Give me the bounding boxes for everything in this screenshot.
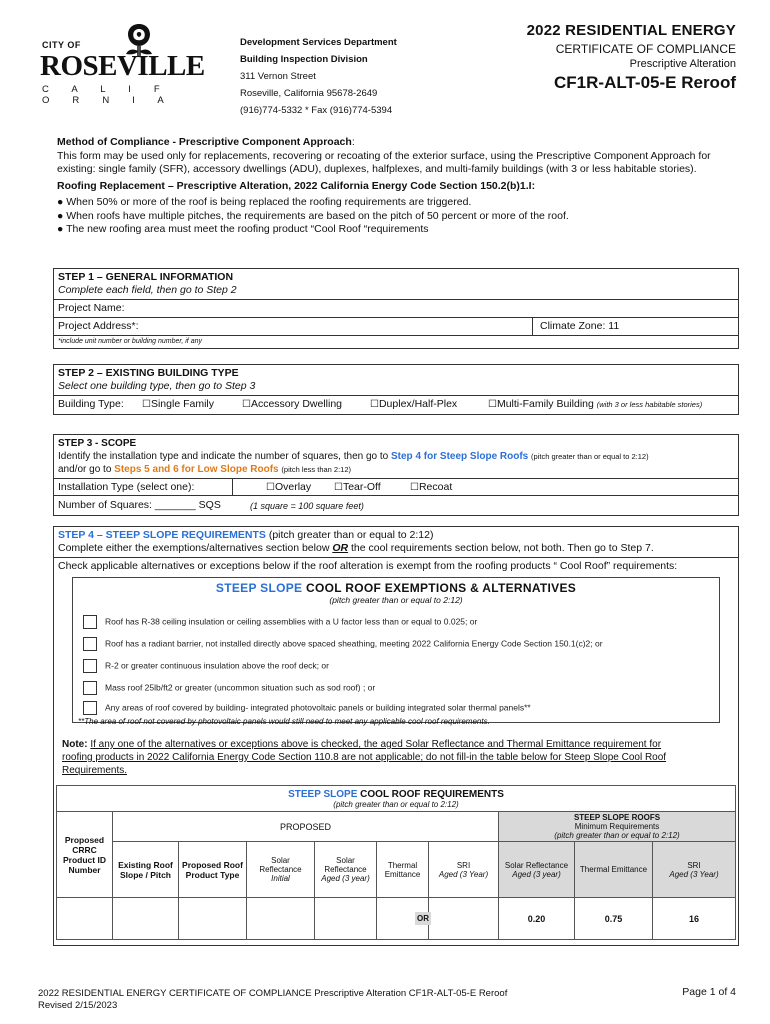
checkbox-icon: ☐ [266,482,275,493]
col-sr-aged-2: Aged (3 year) [321,874,370,883]
exemption-item[interactable] [83,659,329,673]
department-info [240,34,397,119]
step4-title-note: (pitch greater than or equal to 2:12) [268,529,434,541]
climate-zone: Climate Zone: 11 [540,320,620,332]
footer-revised: Revised 2/15/2023 [38,1000,118,1011]
option-recoat[interactable] [410,481,452,494]
bullet-item: ● When roofs have multiple pitches, the requirements are based on the pitch of 50 percent or more of the roof. [57,209,569,222]
exemptions-title-black: COOL ROOF EXEMPTIONS & ALTERNATIVES [306,581,577,595]
step3-line2 [58,463,734,476]
step2-instruction: Select one building type, then go to Step 3 [58,380,256,392]
option-multi-family[interactable] [488,398,702,411]
input-product-type[interactable] [179,898,247,940]
intro-section [57,136,737,237]
checkbox[interactable] [83,701,97,715]
multi-family-note: (with 3 or less habitable stories) [596,400,703,409]
phone-fax: (916)774-5332 * Fax (916)774-5394 [240,105,393,116]
logo-state-text: C A L I F O R N I A [42,84,174,106]
min-sr-2: Aged (3 year) [512,869,561,879]
step1-instruction: Complete each field, then go to Step 2 [58,284,237,296]
min-sri-1: SRI [687,860,701,870]
certificate-title-block [527,22,736,93]
step1-footnote: *include unit number or building number, if any [54,335,738,348]
exemptions-title [73,581,719,595]
footer-title: 2022 RESIDENTIAL ENERGY CERTIFICATE OF COMPLIANCE Prescriptive Alteration CF1R-ALT-05-E Reroof [38,988,508,999]
bullet-text: The new roofing area must meet the roofing product “Cool Roof “requirements [66,223,429,235]
col-sr-initial [247,842,315,898]
squares-input[interactable]: Number of Squares: _______ SQS [58,499,221,511]
exemption-text: Roof has R-38 ceiling insulation or ceiling assemblies with a U factor less than or equal to 0.025; or [105,616,478,627]
squares-row [54,495,738,515]
building-type-row [54,395,738,414]
min-sri-2: Aged (3 Year) [669,869,719,879]
exemption-item[interactable] [83,681,375,695]
city-logo [36,22,205,106]
street-address: 311 Vernon Street [240,71,316,82]
col-sr-initial-2: Initial [271,874,290,883]
min-te: Thermal Emittance [575,842,653,898]
checkbox-icon: ☐ [334,482,343,493]
min-sri [653,842,736,898]
option-accessory-dwelling[interactable] [242,398,342,411]
page-number: Page 1 of 4 [682,986,736,998]
option-duplex[interactable] [370,398,457,411]
installation-type-row [54,478,738,495]
note-label: Note: [62,739,88,750]
exemption-item[interactable] [83,637,603,651]
step3-line1 [58,450,734,463]
col-sr-aged-1: Solar Reflectance [324,856,367,874]
footer [38,988,507,1012]
col-sr-initial-1: Solar Reflectance [259,856,302,874]
cert-title-1: 2022 RESIDENTIAL ENERGY [526,22,736,39]
option-label: Single Family [150,398,214,410]
step56-note: (pitch less than 2:12) [281,465,352,474]
step4-note: (pitch greater than or equal to 2:12) [531,452,649,461]
squares-note: (1 square = 100 square feet) [250,501,364,511]
step4-title: STEP 4 – STEEP SLOPE REQUIREMENTS [58,529,266,541]
exemptions-title-blue: STEEP SLOPE [215,581,303,595]
col-product-type: Proposed Roof Product Type [179,842,247,898]
step4-or: OR [332,542,349,554]
min-sr-value: 0.20 [499,898,575,940]
min-sr-1: Solar Reflectance [504,860,569,870]
step3-title: STEP 3 - SCOPE [58,438,137,449]
min-sr [499,842,575,898]
exemption-text: Mass roof 25lb/ft2 or greater (uncommon situation such as sod roof) ; or [105,682,376,693]
step2-title: STEP 2 – EXISTING BUILDING TYPE [58,367,239,379]
step3-text: Identify the installation type and indicate the number of squares, then go to [58,451,389,462]
cert-title-3: Prescriptive Alteration [629,58,736,70]
installation-type-label: Installation Type (select one): [58,481,195,493]
option-label: Accessory Dwelling [250,398,342,410]
exemptions-frame [72,577,720,723]
checkbox[interactable] [83,637,97,651]
cert-title-2: CERTIFICATE OF COMPLIANCE [555,42,736,56]
input-sr-aged[interactable] [315,898,377,940]
option-single-family[interactable] [142,398,214,411]
logo-city-text: CITY OF [42,40,81,50]
exemption-text: R-2 or greater continuous insulation above the roof deck; or [105,660,329,671]
req-title-blue: STEEP SLOPE [288,788,358,800]
min-header-1: STEEP SLOPE ROOFS [573,813,661,822]
option-overlay[interactable] [266,481,311,494]
or-label: OR [417,914,429,923]
checkbox-icon: ☐ [410,482,419,493]
bullet-list [57,196,737,237]
requirements-table [56,785,736,940]
exemption-item[interactable] [83,615,477,629]
input-crrc[interactable] [57,898,113,940]
method-text: This form may be used only for replacements, recovering or recoating of the exterior surface, using the Prescriptive Component Approach for existing: single family (SFR), accessory dwellings (ADU), duplexes, halfplexes, and multi-family buildings (with 3 or less habitable stories). [57,149,711,175]
step56-link[interactable]: Steps 5 and 6 for Low Slope Roofs [114,464,279,475]
bullet-item: ● The new roofing area must meet the roofing product “Cool Roof “requirements [57,223,429,235]
checkbox-icon: ☐ [370,399,379,410]
col-sri-2: Aged (3 Year) [438,869,489,879]
input-sr-initial[interactable] [247,898,315,940]
checkbox-icon: ☐ [488,399,497,410]
proposed-header: PROPOSED [113,812,499,842]
step3-box [53,434,739,516]
exemptions-subtitle: (pitch greater than or equal to 2:12) [329,595,463,605]
step2-box [53,364,739,415]
note-text: If any one of the alternatives or exceptions above is checked, the aged Solar Reflectance and Thermal Emittance requirement for roofing products in 2022 California Energy Code Section 110.8 are not applicable; do not fill-in the table below for Steep Slope Cool Roof Requirements. [62,739,667,776]
checkbox[interactable] [83,659,97,673]
city-address: Roseville, California 95678-2649 [240,88,378,99]
input-sri[interactable] [417,898,499,940]
exemption-text: Any areas of roof covered by building- integrated photovoltaic panels or building integrated solar thermal panels** [105,702,531,713]
form-id: CF1R-ALT-05-E Reroof [554,73,736,92]
col-crrc: Proposed CRRC Product ID Number [57,812,113,898]
note-block [62,738,672,777]
bullet-item: ● When 50% or more of the roof is being replaced the roofing requirements are triggered. [57,196,472,208]
method-heading: Method of Compliance - Prescriptive Component Approach [57,136,352,148]
step4-instruction: the cool requirements section below, not both. Then go to Step 7. [351,542,654,554]
requirements-subtitle: (pitch greater than or equal to 2:12) [333,799,459,809]
col-existing-roof: Existing Roof Slope / Pitch [113,842,179,898]
roofing-heading: Roofing Replacement – Prescriptive Alteration, 2022 California Energy Code Section 150.2(b)1.I: [57,179,536,192]
project-name-label: Project Name: [58,302,125,314]
option-label: Tear-Off [342,481,381,493]
project-address-row [54,317,738,335]
method-colon: : [351,136,355,148]
min-te-value: 0.75 [575,898,653,940]
step1-box [53,268,739,349]
step3-text: and/or go to [58,464,112,475]
exemption-text: Roof has a radiant barrier, not installed directly above spaced sheathing, meeting 2022 California Energy Code Section 150.1(c)2; or [105,638,603,649]
step1-title: STEP 1 – GENERAL INFORMATION [58,271,234,283]
step4-box [53,526,739,946]
building-type-label: Building Type: [58,398,124,410]
checkbox[interactable] [83,615,97,629]
min-header-2: Minimum Requirements [574,822,660,831]
project-name-field[interactable] [54,299,738,317]
col-sri-1: SRI [456,860,471,870]
option-label: Multi-Family Building [496,398,594,410]
check-line: Check applicable alternatives or exceptions below if the roof alteration is exempt from the roofing products “ Cool Roof” requirements: [54,557,738,575]
step4-instruction: Complete either the exemptions/alternatives section below [58,542,330,554]
option-label: Recoat [418,481,453,493]
project-address-field[interactable]: Project Address*: [58,320,139,332]
division-name: Building Inspection Division [240,54,368,65]
col-thermal-emittance: Thermal Emittance [377,842,429,898]
exemption-item[interactable] [83,701,531,715]
option-tear-off[interactable] [334,481,381,494]
option-label: Duplex/Half-Plex [378,398,458,410]
bullet-text: When roofs have multiple pitches, the requirements are based on the pitch of 50 percent or more of the roof. [66,209,569,222]
checkbox[interactable] [83,681,97,695]
min-header-3: (pitch greater than or equal to 2:12) [554,831,680,840]
col-sr-aged [315,842,377,898]
checkbox-icon: ☐ [142,399,151,410]
input-existing-roof[interactable] [113,898,179,940]
dept-name: Development Services Department [240,37,397,48]
step4-link[interactable]: Step 4 for Steep Slope Roofs [391,451,529,462]
min-req-header [499,812,736,842]
logo-main-text: ROSEVILLE [40,50,205,82]
requirements-title [59,789,733,800]
checkbox-icon: ☐ [242,399,251,410]
req-title-black: COOL ROOF REQUIREMENTS [360,788,504,800]
min-sri-value: 16 [653,898,736,940]
exemptions-footnote: **The area of roof not covered by photovoltaic panels would still need to meet any applicable cool roof requirements. [78,717,490,726]
bullet-text: When 50% or more of the roof is being replaced the roofing requirements are triggered. [66,196,472,208]
option-label: Overlay [274,481,312,493]
col-sri [429,842,499,898]
